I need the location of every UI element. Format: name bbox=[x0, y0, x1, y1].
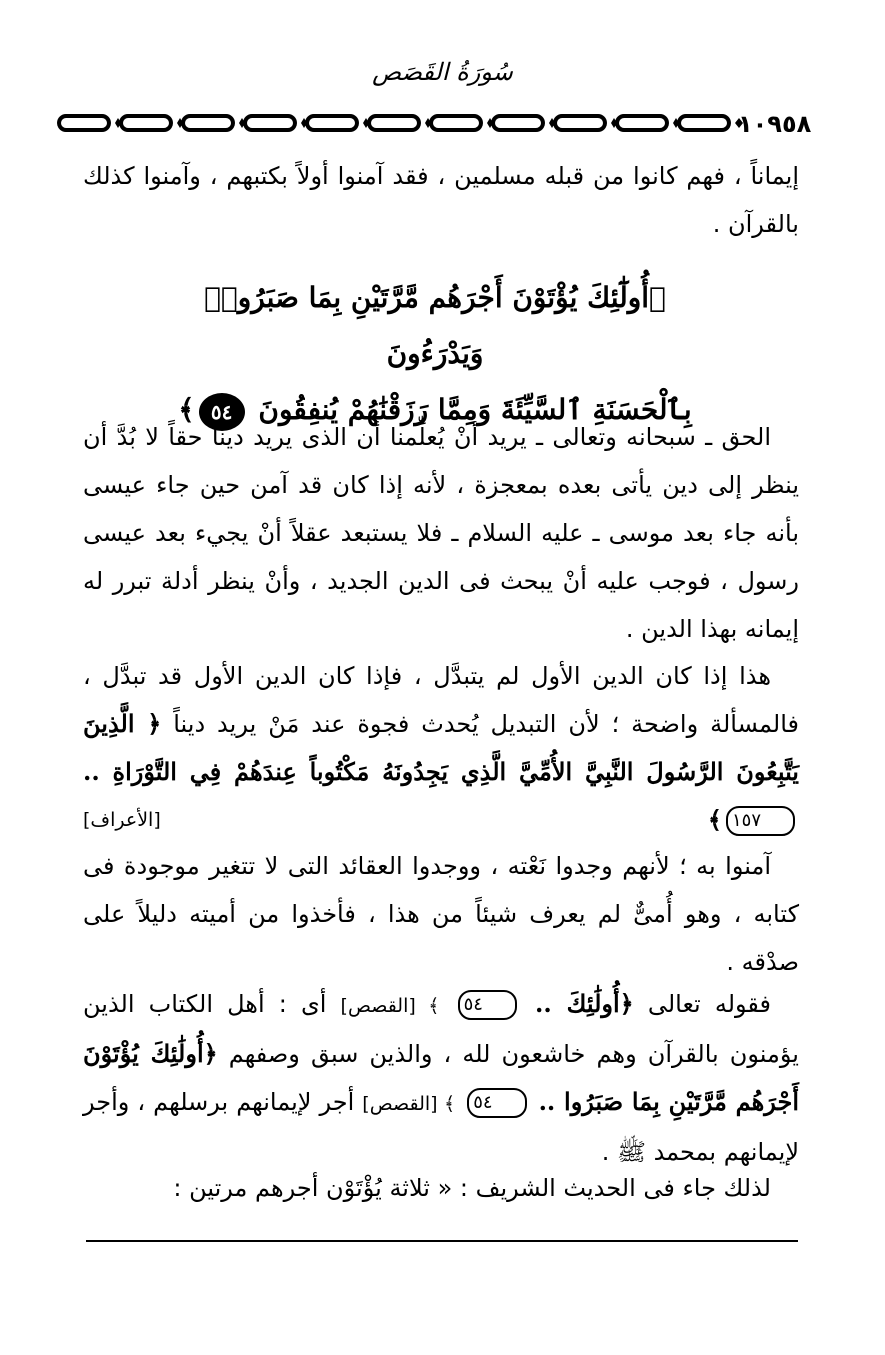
paragraph-4-part-3: أجر لإيمانهم برسلهم ، وأجر لإيمانهم بمحمد ﷺ . bbox=[83, 1088, 799, 1166]
verse-number-badge: ٥٤ bbox=[199, 393, 245, 431]
paragraph-4 bbox=[83, 980, 799, 1176]
ornamental-border bbox=[55, 112, 750, 134]
surah-reference: ﴾ [القصص] bbox=[340, 995, 440, 1017]
paragraph-3: آمنوا به ؛ لأنهم وجدوا نَعْته ، ووجدوا العقائد التى لا تتغير موجودة فى كتابه ، وهو أُمىٌّ لم يعرف شيئاً من هذا ، فأخذوا من أميته دليلاً على صدْقه . bbox=[83, 852, 799, 976]
ayah-number-badge: ١٥٧ bbox=[726, 806, 795, 836]
paragraph-4-quote-2: ﴿أُولَٰئِكَ يُؤْتَوْنَ أَجْرَهُم مَّرَّتَيْنِ بِمَا صَبَرُوا .. bbox=[83, 1039, 799, 1116]
verse-line-1: ﴿أُولَٰٓئِكَ يُؤْتَوْنَ أَجْرَهُم مَّرَّتَيْنِ بِمَا صَبَرُوا۟ وَيَدْرَءُونَ bbox=[204, 281, 666, 370]
paragraph-1: الحق ـ سبحانه وتعالى ـ يريد أنْ يُعلِّمنا أن الذى يريد ديناً حقاً لا بُدَّ أن ينظر إلى دين يأتى بعده بمعجزة ، لأنه إذا كان قد آمن حين جاء عيسى بأنه جاء بعد موسى ـ عليه السلام ـ فلا يستبعد عقلاً أنْ يجيء بعد عيسى رسول ، فوجب عليه أنْ يبحث فى الدين الجديد ، وأنْ ينظر أدلة تبرر له إيمانه بهذا الدين . bbox=[83, 423, 799, 643]
paragraph-2-quote: ﴿ الَّذِينَ يَتَّبِعُونَ الرَّسُولَ النَّبِيَّ الأُمِّيَّ الَّذِي يَجِدُونَهُ مَكْتُوباً عِندَهُمْ فِي التَّوْرَاةِ .. bbox=[83, 709, 799, 786]
footer-divider bbox=[86, 1240, 798, 1242]
intro-paragraph: إيماناً ، فهم كانوا من قبله مسلمين ، فقد آمنوا أولاً بكتبهم ، وآمنوا كذلك بالقرآن . bbox=[83, 162, 799, 238]
page-number: ١٠٩٥٨ bbox=[738, 110, 812, 138]
surah-reference: [الأعراف] bbox=[83, 809, 161, 831]
quote-close-bracket: ﴾ bbox=[707, 805, 722, 834]
paragraph-4-part-1: فقوله تعالى bbox=[647, 990, 772, 1018]
ayah-number-badge: ٥٤ bbox=[467, 1088, 526, 1118]
paragraph-4-quote-1: ﴿أُولَٰئِكَ .. bbox=[535, 989, 634, 1018]
surah-reference: ﴾ [القصص] bbox=[362, 1093, 456, 1115]
surah-title: سُورَةُ القَصَص bbox=[372, 58, 513, 86]
paragraph-2 bbox=[83, 652, 799, 844]
verse-line-2-text: بِٱلْحَسَنَةِ ٱلسَّيِّئَةَ وَمِمَّا رَزَقْنَٰهُمْ يُنفِقُونَ bbox=[258, 393, 692, 426]
paragraph-5: لذلك جاء فى الحديث الشريف : « ثلاثة يُؤْتَوْن أجرهم مرتين : bbox=[173, 1174, 771, 1202]
paragraph-4-part-2: أى : أهل الكتاب الذين يؤمنون بالقرآن وهم خاشعون لله ، والذين سبق وصفهم bbox=[83, 990, 799, 1068]
paragraph-2-text: هذا إذا كان الدين الأول لم يتبدَّل ، فإذا كان الدين الأول قد تبدَّل ، فالمسألة واضحة ؛ لأن التبديل يُحدث فجوة عند مَنْ يريد ديناً bbox=[83, 662, 799, 738]
verse-close-bracket: ﴾ bbox=[178, 393, 195, 426]
ayah-number-badge: ٥٤ bbox=[458, 990, 517, 1020]
